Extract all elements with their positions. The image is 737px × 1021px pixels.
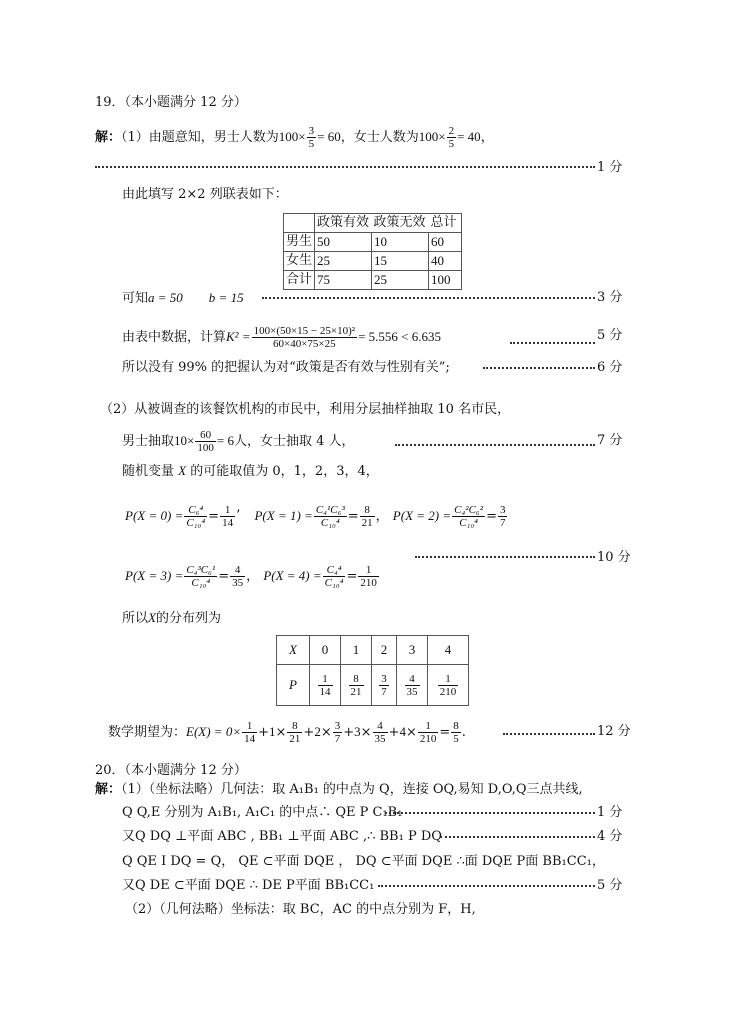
table-cell: 2	[372, 636, 397, 665]
table-header: 政策无效	[372, 214, 429, 233]
dist-intro	[122, 610, 221, 627]
table-intro: 由此填写 2×2 列联表如下：	[122, 187, 288, 202]
score-q20-1: 1 分	[597, 805, 623, 820]
table-cell: P	[277, 665, 310, 706]
table-cell: 合计	[284, 271, 315, 290]
k-symbol: K² =	[226, 329, 251, 344]
dotted-leader	[395, 444, 595, 446]
part2-intro: （2）从被调查的该餐饮机构的市民中，利用分层抽样抽取 10 名市民，	[100, 402, 511, 417]
prob-line-2: P(X = 3) = $\frac{\text{C₄³C₆¹}}{\text{C₁₀⁴}}$ = $\frac{4}{35}$ ， P(X = 4) = $\frac{\text{C₄⁴}}{\text{C₁₀⁴}}$ = $\frac{1}{210}$	[125, 564, 377, 589]
p4-comb: $\frac{\text{C₄⁴}}{\text{C₁₀⁴}}$	[324, 564, 344, 589]
score-10: 10 分	[597, 550, 631, 565]
p0-value: $\frac{1}{14}$	[222, 504, 234, 529]
comma: ，	[480, 130, 494, 145]
dist-intro-post: 的分布列为	[155, 611, 221, 626]
contingency-table	[283, 213, 462, 290]
p3-value: $\frac{4}{35}$	[232, 564, 244, 589]
table-cell: 0	[310, 636, 341, 665]
table-cell: 15	[372, 252, 429, 271]
rv-text: 随机变量	[122, 464, 175, 479]
dist-intro-text: 所以	[122, 611, 149, 626]
sampling-line	[122, 425, 355, 458]
dotted-leader	[378, 885, 595, 887]
q20-line6: （2）（几何法略）坐标法：取 BC，AC 的中点分别为 F，H,	[125, 902, 476, 917]
p3-lhs: P(X = 3) =	[125, 568, 184, 583]
prob-line-1: P(X = 0) = $\frac{\text{C₆⁴}}{\text{C₁₀⁴}}$ = $\frac{1}{14}$ ’ P(X = 1) = $\frac{\text{C₄¹C₆³}}{\text{C₁₀⁴}}$ = $\frac{8}{21}$ ， P(X = 2) = $\frac{\text{C₄²C₆²}}{\text{C₁₀⁴}}$ = $\frac{3}{7}$	[125, 504, 506, 529]
dotted-leader	[510, 342, 595, 344]
male-count-text: （1）由题意知，男士人数为	[121, 130, 279, 145]
dotted-leader	[440, 836, 595, 838]
score-7: 7 分	[597, 433, 623, 448]
table-cell: $\frac{8}{21}$	[341, 665, 372, 706]
table-header: 总计	[429, 214, 462, 233]
p2-lhs: P(X = 2) =	[392, 508, 452, 523]
ab-text: 可知	[122, 291, 149, 306]
dotted-leader	[95, 166, 595, 168]
q20-line3: 又Q DQ ⊥平面 ABC , BB₁ ⊥平面 ABC ,∴ BB₁ P DQ	[122, 829, 442, 844]
distribution-table	[276, 635, 469, 706]
p2-comb: $\frac{\text{C₄²C₆²}}{\text{C₁₀⁴}}$	[454, 504, 484, 529]
p0-lhs: P(X = 0) =	[125, 508, 184, 523]
table-cell: 3	[397, 636, 428, 665]
p3-comb: $\frac{\text{C₄³C₆¹}}{\text{C₁₀⁴}}$	[186, 564, 216, 589]
table-cell: $\frac{3}{7}$	[372, 665, 397, 706]
table-cell: $\frac{1}{210}$	[428, 665, 469, 706]
score-q20-4: 4 分	[597, 829, 623, 844]
q20-line1-text: （1）（坐标法略）几何法：取 A₁B₁ 的中点为 Q，连接 OQ,易知 D,O,Q三点共线,	[121, 782, 583, 797]
expectation-text: 数学期望为：	[108, 725, 187, 740]
table-row	[284, 252, 462, 271]
q19-header: 19．（本小题满分 12 分）	[95, 95, 247, 110]
k-text: 由表中数据，计算	[122, 330, 227, 345]
p1-value: $\frac{8}{21}$	[361, 504, 373, 529]
male-sample-fraction: $\frac{60}{100}$	[197, 429, 214, 454]
male-sample-expr: 10×	[174, 433, 195, 448]
q20-line5: 又Q DE ⊂平面 DQE ∴ DE P平面 BB₁CC₁	[122, 878, 375, 893]
male-fraction: $\frac{3}{5}$	[308, 125, 315, 150]
p2-value: $\frac{3}{7}$	[499, 504, 506, 529]
female-result: = 40	[457, 129, 481, 144]
table-row	[284, 233, 462, 252]
table-cell: 100	[429, 271, 462, 290]
table-cell: 25	[372, 271, 429, 290]
solution-label: 解：	[95, 782, 122, 797]
dotted-leader	[503, 733, 595, 735]
solution-label: 解：	[95, 130, 122, 145]
p1-lhs: P(X = 1) =	[254, 508, 313, 523]
male-sample-result: = 6	[216, 433, 234, 448]
score-12: 12 分	[597, 724, 631, 739]
dotted-leader	[483, 367, 595, 369]
male-sample-text: 男士抽取	[122, 434, 175, 449]
rv-line	[122, 463, 379, 480]
female-expr: 100×	[418, 129, 446, 144]
table-header: 政策有效	[315, 214, 372, 233]
table-row	[284, 271, 462, 290]
k-fraction: $\frac{\text{100×(50×15 − 25×10)²}}{60\times 40\times 75\times 25}$	[253, 325, 356, 350]
female-count-text: ，女士人数为	[340, 130, 419, 145]
rv-values: 的可能取值为 0，1，2，3，4，	[190, 464, 379, 479]
conclusion: 所以没有 99% 的把握认为对“政策是否有效与性别有关”;	[122, 360, 450, 375]
table-row	[277, 636, 469, 665]
q20-line1	[95, 782, 583, 798]
male-result: = 60	[317, 129, 341, 144]
table-cell: $\frac{4}{35}$	[397, 665, 428, 706]
dotted-leader	[415, 556, 595, 558]
table-corner	[284, 214, 315, 233]
b-value: b = 15	[208, 290, 244, 305]
table-cell: 男生	[284, 233, 315, 252]
dotted-leader	[385, 812, 595, 814]
k-result: = 5.556 < 6.635	[358, 329, 441, 344]
table-row	[277, 665, 469, 706]
p4-value: $\frac{1}{210}$	[360, 564, 377, 589]
table-cell: 10	[372, 233, 429, 252]
q20-line2: Q Q,E 分别为 A₁B₁, A₁C₁ 的中点∴ QE P C₁B₁	[122, 805, 403, 820]
table-cell: 25	[315, 252, 372, 271]
score-6: 6 分	[597, 360, 623, 375]
table-cell: 1	[341, 636, 372, 665]
score-1: 1 分	[597, 160, 623, 175]
score-q20-5: 5 分	[597, 878, 623, 893]
table-cell: 60	[429, 233, 462, 252]
table-cell: 75	[315, 271, 372, 290]
table-cell: 40	[429, 252, 462, 271]
table-cell: $\frac{1}{14}$	[310, 665, 341, 706]
chi-square-line	[122, 318, 441, 357]
expectation-lhs: E(X) = 0×	[186, 724, 242, 739]
score-3: 3 分	[597, 290, 623, 305]
p1-comb: $\frac{\text{C₄¹C₆³}}{\text{C₁₀⁴}}$	[315, 504, 345, 529]
ab-line	[122, 290, 244, 307]
score-5: 5 分	[597, 328, 623, 343]
expectation-line: 数学期望为：E(X) = 0× $\frac{1}{14}$ +1× $\frac{8}{21}$ +2× $\frac{3}{7}$ +3× $\frac{4}{35}$ +4× $\frac{1}{210}$ = $\frac{8}{5}$ .	[108, 720, 466, 745]
q20-header: 20．（本小题满分 12 分）	[95, 763, 247, 778]
dotted-leader	[262, 297, 595, 299]
q20-line4: Q QE I DQ = Q， QE ⊂平面 DQE ， DQ ⊂平面 DQE ∴面 DQE P面 BB₁CC₁，	[122, 854, 605, 869]
table-cell: 女生	[284, 252, 315, 271]
q19-part1-line	[95, 120, 494, 155]
rv-symbol: X	[178, 463, 187, 478]
male-expr: 100×	[278, 129, 306, 144]
female-fraction: $\frac{2}{5}$	[448, 125, 455, 150]
female-sample-text: 人，女士抽取 4 人，	[233, 434, 355, 449]
dist-symbol: X	[148, 610, 156, 625]
table-cell: 50	[315, 233, 372, 252]
a-value: a = 50	[148, 290, 183, 305]
table-cell: 4	[428, 636, 469, 665]
p4-lhs: P(X = 4) =	[263, 568, 322, 583]
table-cell: X	[277, 636, 310, 665]
p0-comb: $\frac{\text{C₆⁴}}{\text{C₁₀⁴}}$	[186, 504, 206, 529]
